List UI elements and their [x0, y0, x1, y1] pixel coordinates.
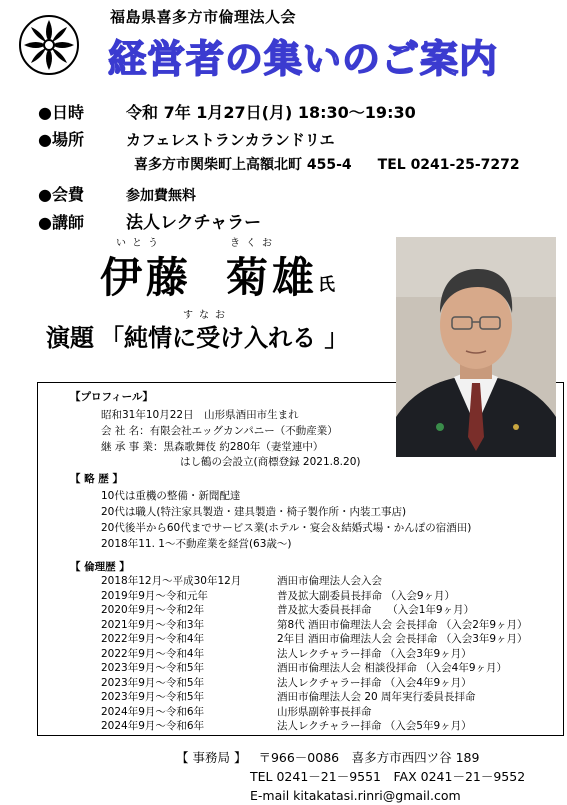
speaker-label: ●講師 [38, 213, 84, 232]
place-tel: TEL 0241-25-7272 [377, 157, 520, 173]
history-item: 20代後半から60代までサービス業(ホテル・宴会＆結婚式場・かんぽの宿酒田) [101, 522, 472, 534]
profile-heading: 【プロフィール】 [70, 391, 153, 403]
speaker-family-name: 伊藤 [100, 253, 193, 302]
rinri-role: 法人レクチャラー拝命 （入会3年9ヶ月） [277, 647, 472, 660]
rinri-heading: 【 倫理歴 】 [70, 561, 130, 573]
heritage-label: 継 承 事 業： [101, 441, 164, 453]
rinri-role: 法人レクチャラー拝命 （入会4年9ヶ月） [277, 676, 472, 689]
rinri-period: 2023年9月～令和5年 [101, 662, 205, 674]
history-item: 10代は重機の整備・新聞配達 [101, 490, 241, 502]
rinri-period: 2020年9月～令和2年 [101, 604, 205, 616]
rinri-period: 2024年9月～令和6年 [101, 720, 205, 732]
rinri-role: 2年目 酒田市倫理法人会 会長拝命 （入会3年9ヶ月） [277, 633, 528, 645]
office-tel-fax: TEL 0241－21－9551 FAX 0241－21－9552 [250, 769, 526, 784]
place-row [38, 127, 335, 150]
rinri-role: 酒田市倫理法人会 相談役拝命 （入会4年9ヶ月） [277, 662, 508, 674]
place-label: ●場所 [38, 130, 84, 149]
company-value: 有限会社エッグカンパニー（不動産業） [149, 425, 338, 437]
history-heading: 【 略 歴 】 [70, 473, 123, 485]
lecture-title: 「純情に受け入れる 」 [100, 324, 349, 352]
place-address: 喜多方市関柴町上高額北町 455-4 [134, 157, 352, 173]
fee-value: 参加費無料 [126, 188, 196, 204]
rinri-role: 山形県副幹事長拝命 [277, 705, 372, 718]
rinri-period: 2019年9月～令和元年 [101, 589, 208, 602]
fee-row [38, 182, 196, 205]
history-item: 2018年11. 1～不動産業を経営(63歳～) [101, 538, 292, 550]
lecture-label: 演題 [46, 324, 94, 352]
date-label: ●日時 [38, 103, 84, 122]
office-label: 【 事務局 】 [176, 750, 247, 765]
rinri-period: 2022年9月～令和4年 [101, 633, 205, 645]
place-name: カフェレストランカランドリエ [126, 131, 335, 149]
lecture-row [46, 318, 348, 353]
rinri-role: 法人レクチャラー拝命 （入会5年9ヶ月） [277, 720, 472, 732]
history-item: 20代は職人(特注家具製造・建具製造・椅子製作所・内装工事店) [101, 506, 407, 518]
speaker-role: 法人レクチャラー [126, 213, 262, 233]
rinri-period: 2022年9月～令和4年 [101, 647, 205, 660]
speaker-name [100, 245, 318, 305]
profile-birth: 昭和31年10月22日 山形県酒田市生まれ [101, 409, 299, 421]
company-label: 会 社 名： [101, 425, 150, 437]
date-value: 令和 7年 1月27日(月) 18:30～19:30 [126, 103, 416, 122]
rinri-period: 2023年9月～令和5年 [101, 676, 205, 689]
rinri-role: 普及拡大副委員長拝命 （入会9ヶ月） [277, 589, 456, 602]
rinri-role: 普及拡大委員長拝命 （入会1年9ヶ月） [277, 604, 475, 616]
rinri-role: 第8代 酒田市倫理法人会 会長拝命 （入会2年9ヶ月） [277, 618, 528, 631]
rinri-role: 酒田市倫理法人会入会 [277, 575, 382, 587]
name-ruby-given: きくお [230, 238, 278, 249]
speaker-given-name: 菊雄 [226, 253, 319, 302]
heritage-value: 黒森歌舞伎 約280年（妻堂連中） [163, 441, 324, 453]
office-email[interactable]: E-mail kitakatasi.rinri@gmail.com [250, 788, 461, 803]
organization-name: 福島県喜多方市倫理法人会 [110, 8, 297, 26]
name-ruby-family: いとう [116, 238, 164, 249]
speaker-row [38, 208, 261, 233]
rinri-list [101, 576, 556, 736]
page-title: 経営者の集いのご案内 [108, 37, 499, 81]
fee-label: ●会費 [38, 185, 84, 204]
office-footer [176, 748, 525, 805]
date-row [38, 100, 416, 123]
profile-heritage-2: はし鶴の会設立(商標登録 2021.8.20) [180, 456, 361, 468]
profile-heritage [101, 442, 323, 453]
rinri-period: 2023年9月～令和5年 [101, 691, 205, 703]
profile-company [101, 426, 338, 437]
office-postal-row [176, 748, 525, 767]
rinri-period: 2021年9月～令和3年 [101, 618, 205, 631]
speaker-photo [396, 237, 556, 457]
organization-logo [18, 14, 80, 76]
rinri-role: 酒田市倫理法人会 20 周年実行委員長拝命 [277, 691, 476, 703]
lecture-ruby: すなお [183, 310, 231, 321]
speaker-honorific: 氏 [318, 275, 335, 295]
rinri-period: 2018年12月～平成30年12月 [101, 575, 242, 587]
rinri-period: 2024年9月～令和6年 [101, 705, 205, 718]
place-address-row [134, 154, 520, 174]
office-postal: 〒966－0086 喜多方市西四ツ谷 189 [258, 750, 480, 765]
